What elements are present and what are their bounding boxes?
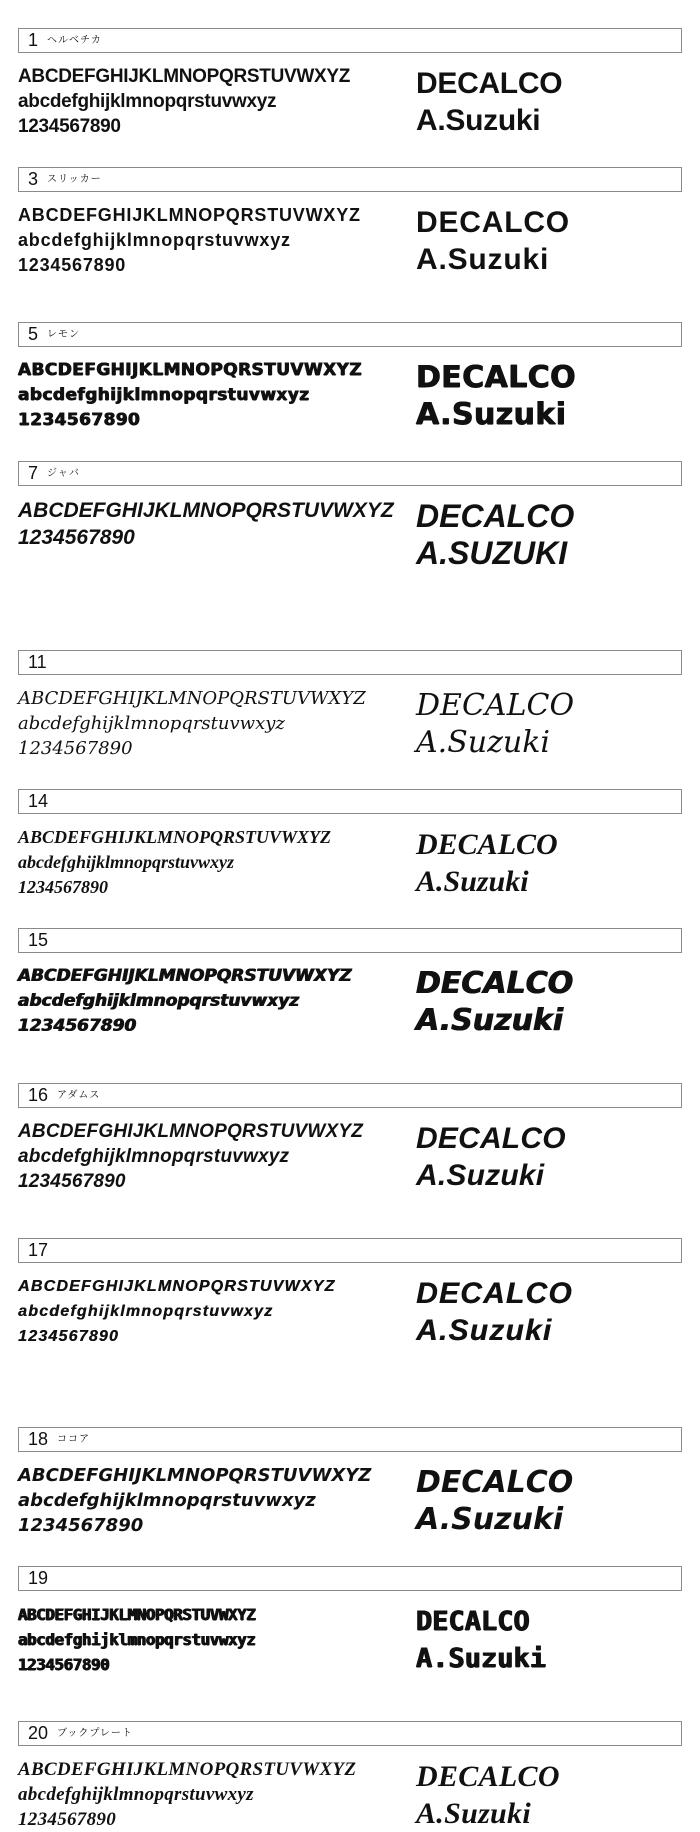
font-number: 15 bbox=[28, 929, 49, 950]
sample-text-line: A.Suzuki bbox=[416, 865, 529, 898]
alphabet-row: ABCDEFGHIJKLMNOPQRSTUVWXYZ bbox=[18, 966, 352, 986]
alphabet-row: abcdefghijklmnopqrstuvwxyz bbox=[18, 91, 277, 112]
alphabet-row: abcdefghijklmnopqrstuvwxyz bbox=[18, 385, 310, 405]
font-name-label: ヘルベチカ bbox=[47, 35, 102, 46]
sample-text-line: A.Suzuki bbox=[416, 1502, 564, 1537]
specimen-content bbox=[18, 1119, 682, 1194]
sample-text-line: DECALCO bbox=[416, 1760, 560, 1793]
alphabet-row: 1234567890 bbox=[18, 1809, 116, 1830]
alphabet-row: ABCDEFGHIJKLMNOPQRSTUVWXYZ bbox=[18, 1278, 336, 1295]
font-specimen-section bbox=[18, 1721, 682, 1832]
alphabet-column bbox=[18, 686, 416, 761]
alphabet-row: abcdefghijklmnopqrstuvwxyz bbox=[18, 230, 291, 250]
alphabet-column bbox=[18, 1274, 416, 1349]
alphabet-row: 1234567890 bbox=[18, 1016, 137, 1036]
section-header-box bbox=[18, 1566, 682, 1591]
sample-text-line: A.Suzuki bbox=[416, 725, 550, 760]
font-number: 20 bbox=[28, 1722, 49, 1743]
alphabet-row: abcdefghijklmnopqrstuvwxyz bbox=[18, 1146, 290, 1167]
font-specimen-section bbox=[18, 1427, 682, 1538]
font-specimen-section bbox=[18, 789, 682, 900]
font-number: 16 bbox=[28, 1084, 49, 1105]
font-number: 3 bbox=[28, 168, 39, 189]
font-specimen-sheet bbox=[18, 28, 682, 1832]
alphabet-row: 1234567890 bbox=[18, 255, 127, 275]
font-name-label: レモン bbox=[47, 329, 81, 340]
sample-text-line: A.Suzuki bbox=[416, 1797, 531, 1830]
font-specimen-section bbox=[18, 1083, 682, 1194]
font-specimen-section bbox=[18, 461, 682, 572]
alphabet-row: 1234567890 bbox=[18, 1171, 126, 1192]
sample-column bbox=[416, 964, 682, 1039]
font-name-label: ジャバ bbox=[47, 468, 80, 479]
sample-text-line: DECALCO bbox=[416, 360, 577, 395]
alphabet-row: ABCDEFGHIJKLMNOPQRSTUVWXYZ bbox=[18, 66, 351, 87]
sample-text-line: DECALCO bbox=[416, 1606, 530, 1637]
sample-text-line: DECALCO bbox=[416, 67, 563, 100]
font-number: 7 bbox=[28, 462, 39, 483]
sample-column bbox=[416, 1119, 682, 1194]
font-number: 11 bbox=[28, 651, 47, 672]
section-header-box bbox=[18, 1427, 682, 1452]
alphabet-column bbox=[18, 1119, 416, 1194]
sample-column bbox=[416, 1274, 682, 1349]
sample-text-line: A.Suzuki bbox=[416, 1159, 545, 1192]
alphabet-row: 1234567890 bbox=[18, 410, 141, 430]
alphabet-row: ABCDEFGHIJKLMNOPQRSTUVWXYZ bbox=[18, 688, 366, 709]
alphabet-row: 1234567890 bbox=[18, 1328, 119, 1345]
alphabet-column bbox=[18, 825, 416, 900]
sample-column bbox=[416, 686, 682, 761]
font-number: 19 bbox=[28, 1567, 49, 1588]
section-header-box bbox=[18, 928, 682, 953]
alphabet-column bbox=[18, 1602, 416, 1677]
font-specimen-section bbox=[18, 28, 682, 139]
specimen-content bbox=[18, 825, 682, 900]
sample-column bbox=[416, 1463, 682, 1538]
alphabet-row: 1234567890 bbox=[18, 1515, 144, 1536]
font-specimen-section bbox=[18, 928, 682, 1039]
font-number: 5 bbox=[28, 323, 39, 344]
font-specimen-section bbox=[18, 1566, 682, 1677]
section-header-box bbox=[18, 28, 682, 53]
alphabet-row: 1234567890 bbox=[18, 877, 108, 897]
alphabet-row: abcdefghijklmnopqrstuvwxyz bbox=[18, 1490, 316, 1511]
font-specimen-section bbox=[18, 1238, 682, 1349]
alphabet-row: ABCDEFGHIJKLMNOPQRSTUVWXYZ bbox=[18, 1759, 357, 1780]
specimen-content bbox=[18, 497, 682, 572]
specimen-content bbox=[18, 64, 682, 139]
sample-column bbox=[416, 825, 682, 900]
alphabet-column bbox=[18, 497, 416, 551]
alphabet-row: ABCDEFGHIJKLMNOPQRSTUVWXYZ bbox=[18, 1465, 372, 1486]
alphabet-row: ABCDEFGHIJKLMNOPQRSTUVWXYZ bbox=[18, 827, 332, 847]
specimen-content bbox=[18, 1602, 682, 1677]
sample-column bbox=[416, 1602, 682, 1677]
font-name-label: ココア bbox=[57, 1434, 91, 1445]
font-name-label: スリッカー bbox=[47, 174, 102, 185]
alphabet-row: abcdefghijklmnopqrstuvwxyz bbox=[18, 991, 300, 1011]
section-header-box bbox=[18, 322, 682, 347]
sample-column bbox=[416, 497, 682, 572]
specimen-content bbox=[18, 358, 682, 433]
sample-column bbox=[416, 64, 682, 139]
alphabet-row: 1234567890 bbox=[18, 526, 135, 549]
sample-text-line: A.SUZUKI bbox=[416, 535, 568, 571]
sample-text-line: DECALCO bbox=[416, 498, 575, 534]
alphabet-column bbox=[18, 1463, 416, 1538]
font-specimen-section bbox=[18, 322, 682, 433]
sample-text-line: A.Suzuki bbox=[416, 1003, 564, 1038]
alphabet-row: ABCDEFGHIJKLMNOPQRSTUVWXYZ bbox=[18, 1605, 256, 1624]
specimen-content bbox=[18, 686, 682, 761]
section-header-box bbox=[18, 1238, 682, 1263]
sample-column bbox=[416, 358, 682, 433]
specimen-content bbox=[18, 203, 682, 278]
font-number: 18 bbox=[28, 1428, 49, 1449]
sample-text-line: DECALCO bbox=[416, 828, 558, 861]
sample-text-line: DECALCO bbox=[416, 1277, 573, 1310]
section-header-box bbox=[18, 789, 682, 814]
alphabet-row: ABCDEFGHIJKLMNOPQRSTUVWXYZ bbox=[18, 499, 394, 522]
sample-text-line: DECALCO bbox=[416, 688, 575, 723]
alphabet-row: ABCDEFGHIJKLMNOPQRSTUVWXYZ bbox=[18, 1121, 364, 1142]
sample-text-line: A.Suzuki bbox=[416, 397, 567, 432]
section-header-box bbox=[18, 1721, 682, 1746]
alphabet-row: 1234567890 bbox=[18, 116, 121, 137]
alphabet-column bbox=[18, 964, 416, 1039]
font-name-label: アダムス bbox=[57, 1090, 101, 1101]
alphabet-column bbox=[18, 203, 416, 278]
alphabet-row: ABCDEFGHIJKLMNOPQRSTUVWXYZ bbox=[18, 360, 363, 380]
sample-text-line: DECALCO bbox=[416, 1465, 574, 1500]
alphabet-row: 1234567890 bbox=[18, 1655, 110, 1674]
sample-column bbox=[416, 203, 682, 278]
font-specimen-section bbox=[18, 167, 682, 278]
sample-text-line: DECALCO bbox=[416, 206, 570, 239]
section-header-box bbox=[18, 1083, 682, 1108]
section-header-box bbox=[18, 167, 682, 192]
section-header-box bbox=[18, 650, 682, 675]
alphabet-row: abcdefghijklmnopqrstuvwxyz bbox=[18, 1630, 256, 1649]
specimen-content bbox=[18, 1757, 682, 1832]
alphabet-column bbox=[18, 1757, 416, 1832]
sample-text-line: A.Suzuki bbox=[416, 1643, 547, 1674]
alphabet-row: abcdefghijklmnopqrstuvwxyz bbox=[18, 1784, 254, 1805]
specimen-content bbox=[18, 964, 682, 1039]
sample-column bbox=[416, 1757, 682, 1832]
font-number: 14 bbox=[28, 790, 49, 811]
alphabet-column bbox=[18, 358, 416, 433]
sample-text-line: DECALCO bbox=[416, 966, 574, 1001]
sample-text-line: A.Suzuki bbox=[416, 104, 541, 137]
alphabet-row: ABCDEFGHIJKLMNOPQRSTUVWXYZ bbox=[18, 205, 361, 225]
font-specimen-section bbox=[18, 650, 682, 761]
alphabet-row: abcdefghijklmnopqrstuvwxyz bbox=[18, 713, 285, 734]
font-name-label: ブックプレート bbox=[57, 1728, 133, 1739]
specimen-content bbox=[18, 1463, 682, 1538]
alphabet-row: abcdefghijklmnopqrstuvwxyz bbox=[18, 852, 235, 872]
font-number: 1 bbox=[28, 29, 39, 50]
alphabet-row: 1234567890 bbox=[18, 738, 133, 759]
alphabet-column bbox=[18, 64, 416, 139]
sample-text-line: A.Suzuki bbox=[416, 1314, 553, 1347]
font-number: 17 bbox=[28, 1239, 49, 1260]
section-header-box bbox=[18, 461, 682, 486]
alphabet-row: abcdefghijklmnopqrstuvwxyz bbox=[18, 1303, 274, 1320]
specimen-content bbox=[18, 1274, 682, 1349]
sample-text-line: DECALCO bbox=[416, 1122, 566, 1155]
sample-text-line: A.Suzuki bbox=[416, 243, 550, 276]
